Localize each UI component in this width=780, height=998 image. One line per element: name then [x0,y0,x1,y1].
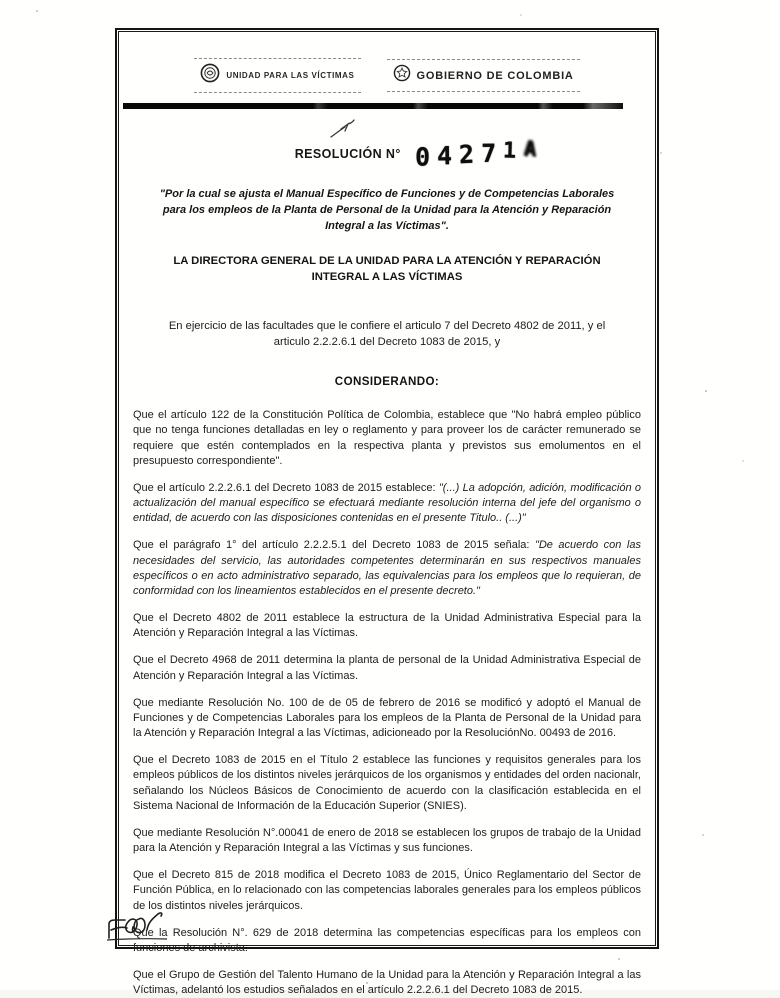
paragraph-segment: Que el Decreto 4968 de 2011 determina la planta de personal de la Unidad Administrativa Especial de Atención y Reparación Integral a las Víctimas. [133,654,641,682]
paragraph-segment: Que el Grupo de Gestión del Talento Humano de la Unidad para la Atención y Reparación Integral a las Víctimas, adelantó los estudios señalados en el artículo 2.2.2.6.1 del Decreto 1083 de 2015. [133,969,641,997]
resolution-title: "Por la cual se ajusta el Manual Específico de Funciones y de Competencias Laborales para los empleos de la Planta de Personal de la Unidad para la Atención y Reparación Integral a las Víctimas". [159,188,615,232]
org-unidad-victimas-label: UNIDAD PARA LAS VÍCTIMAS [226,71,355,80]
considering-heading: CONSIDERANDO: [334,375,440,389]
paragraph-segment: "(...) La adopción, adición, modificación o actualización del manual específico se efectuará mediante resolución interna del jefe del organismo o entidad, de acuerdo con las disposiciones contenidas en el presente Titulo.. (...)" [133,481,641,525]
header-separator-bar [123,103,623,109]
resolution-row [147,137,683,171]
body-paragraph [133,611,641,641]
stamp-digit: 0 [414,141,430,172]
resolution-number-digits [414,137,524,172]
paragraph-segment: Que el parágrafo 1° del artículo 2.2.2.5.1 del Decreto 1083 de 2015 señala: [133,539,535,552]
pen-mark-scribble [325,115,367,146]
preamble: En ejercicio de las facultades que le confiere el articulo 7 del Decreto 4802 de 2011, y el articulo 2.2.2.6.1 del Decreto 1083 de 2015, y [168,319,606,349]
stamp-digit: 7 [480,138,497,168]
stamp-digit: 2 [458,139,475,169]
paragraph-segment: Que mediante Resolución N°.00041 de enero de 2018 se establecen los grupos de trabajo de la Unidad para la Atención y Reparación Integral a las Víctimas y sus funciones. [133,826,641,855]
unidad-victimas-logo-icon [200,63,220,88]
authority-line: LA DIRECTORA GENERAL DE LA UNIDAD PARA LA ATENCIÓN Y REPARACIÓN INTEGRAL A LAS VÍCTIMAS [173,254,601,284]
scan-noise-specks [0,0,2,2]
resolution-label: RESOLUCIÓN N° [294,147,401,161]
paragraph-segment: Que el Decreto 1083 de 2015 en el Título 2 establece las funciones y requisitos generales para los empleos públicos de los distintos niveles jerárquicos de los organismos y entidades del orden nacionalr, señalando los Núcleos Básicos de Conocimiento de acuerdo con la clasificación establecida en el Sistema Nacional de Información de la Educación Superior (SNIES). [133,754,641,812]
resolution-number-stamp [414,135,536,172]
body-paragraph [133,696,641,742]
body-paragraph [133,538,641,599]
body-paragraph [133,481,641,527]
document-header [119,58,655,93]
body-paragraph [133,653,641,683]
signature-scribble [105,886,255,951]
body-paragraph [133,408,641,469]
document-frame [115,28,659,997]
gobierno-colombia-logo-icon [393,64,411,87]
paragraph-segment: Que el Decreto 815 de 2018 modifica el Decreto 1083 de 2015, Único Reglamentario del Sector de Función Pública, en lo relacionado con las competencias laborales generales para los empleos públicos de los distintos niveles jerárquicos. [133,869,641,912]
body-paragraph [133,968,641,998]
body-paragraph [133,826,641,856]
org-gobierno-colombia [387,59,580,92]
paragraph-segment: Que el artículo 122 de la Constitución Política de Colombia, establece que "No habrá empleo público que no tenga funciones detalladas en ley o reglamento y para proveer los de carácter remunerado se requiere que estén contemplados en la respectiva planta y previstos sus emolumentos en el presupuesto correspondiente". [133,409,641,467]
body-paragraph [133,753,641,814]
paragraph-segment: "De acuerdo con las necesidades del servicio, las autoridades competentes determinarán en sus respectivos manuales específicos o en acto administrativo separado, las equivalencias para los empleos que lo requieran, de conformidad con los lineamientos establecidos en el presente decreto." [133,539,641,597]
org-gobierno-colombia-label: GOBIERNO DE COLOMBIA [416,69,574,82]
paragraph-segment: Que el Decreto 4802 de 2011 establece la estructura de la Unidad Administrativa Especial para la Atención y Reparación Integral a las Víctimas. [133,612,641,640]
paragraph-segment: Que el artículo 2.2.2.6.1 del Decreto 1083 de 2015 establece: [133,481,439,494]
resolution-number-smudge: A [522,135,536,160]
org-unidad-victimas [194,58,360,93]
stamp-digit: 1 [502,137,517,164]
stamp-digit: 4 [436,140,453,170]
document-frame-inner [118,31,656,997]
paragraph-segment: Que mediante Resolución No. 100 de de 05 de febrero de 2016 se modificó y adoptó el Manual de Funciones y de Competencias Laborales para los empleos de la Planta de Personal de la Unidad para la Atención y Reparación Integral a las Víctimas, adicioneado por la ResoluciónNo. 00493 de 2016. [133,696,641,740]
paragraph-segment: Que la Resolución N°. 629 de 2018 determina las competencias específicas para los empleos con funciones de archivista. [133,926,641,954]
